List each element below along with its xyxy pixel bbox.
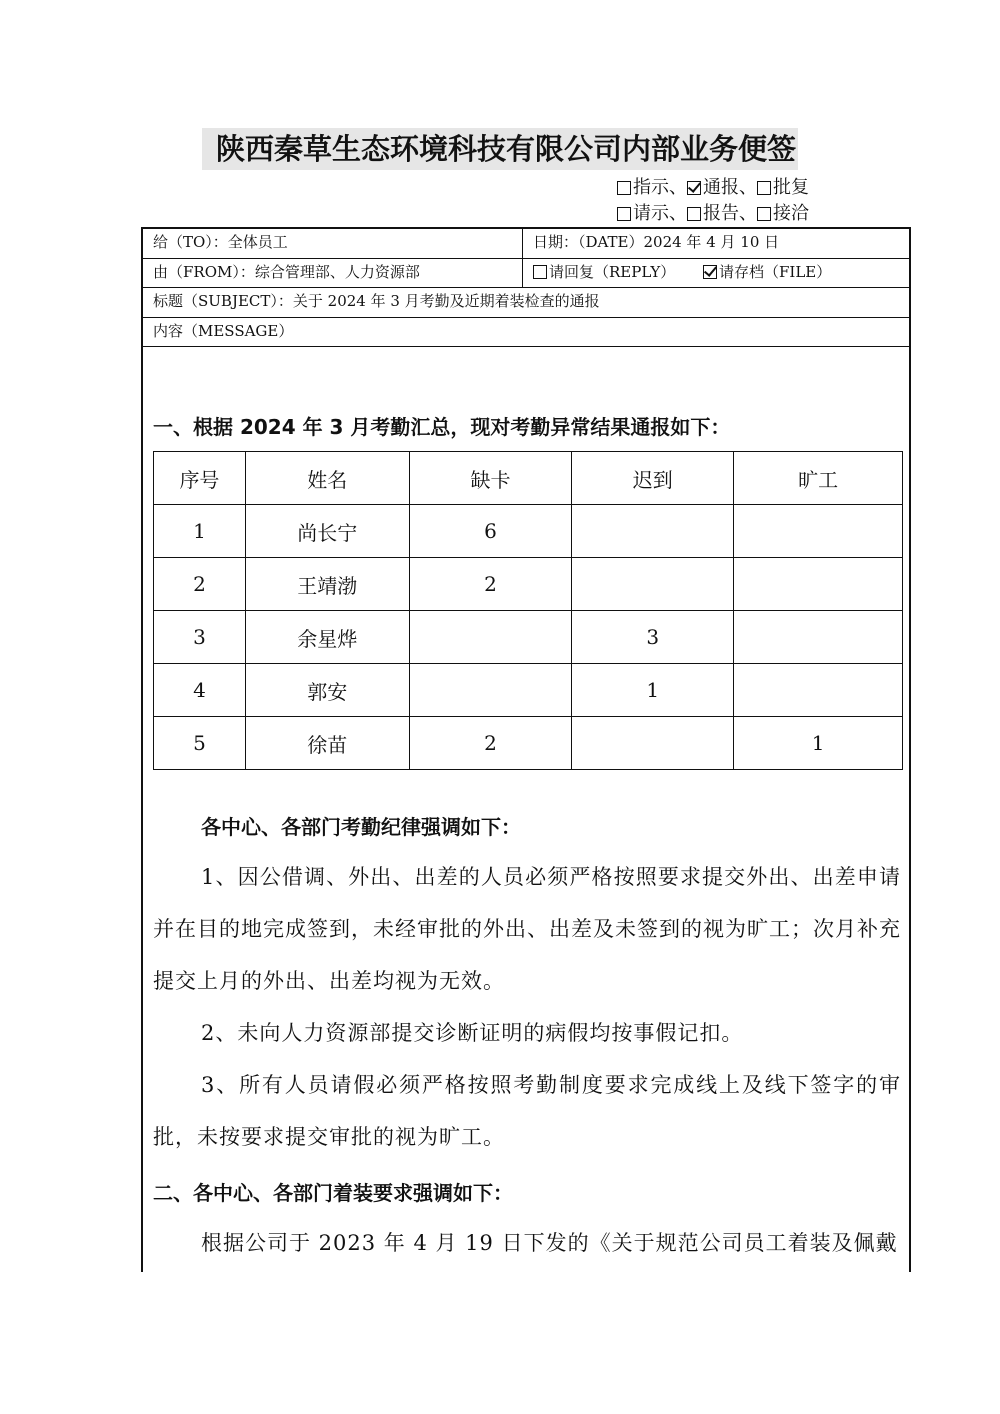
header-row-message xyxy=(143,318,909,347)
doc-type-option[interactable] xyxy=(757,177,809,198)
checkbox-report[interactable] xyxy=(687,207,701,221)
file-checkbox[interactable] xyxy=(703,265,717,279)
table-cell xyxy=(572,558,734,611)
table-row xyxy=(154,664,903,717)
table-cell: 2 xyxy=(154,558,246,611)
reply-checkbox[interactable] xyxy=(533,265,547,279)
checkbox-request[interactable] xyxy=(617,207,631,221)
column-header: 迟到 xyxy=(572,452,734,505)
option-label: 指示、 xyxy=(633,177,687,198)
table-cell: 6 xyxy=(409,505,572,558)
document-title: 陕西秦草生态环境科技有限公司内部业务便签 xyxy=(202,128,798,170)
table-cell: 2 xyxy=(409,717,572,770)
table-cell: 2 xyxy=(409,558,572,611)
table-cell: 尚长宁 xyxy=(245,505,409,558)
from-field: 由（FROM）：综合管理部、人力资源部 xyxy=(153,263,420,281)
discipline-item-3: 3、所有人员请假必须严格按照考勤制度要求完成线上及线下签字的审批，未按要求提交审批的视为旷工。 xyxy=(153,1073,901,1149)
table-cell xyxy=(409,611,572,664)
checkbox-reply[interactable] xyxy=(757,181,771,195)
table-cell: 郭安 xyxy=(245,664,409,717)
header-row-to xyxy=(143,229,909,259)
to-field: 给（TO）：全体员工 xyxy=(153,233,288,251)
checkbox-instruction[interactable] xyxy=(617,181,631,195)
file-option[interactable] xyxy=(693,259,831,286)
title-wrap xyxy=(0,128,1000,170)
doc-type-row-2 xyxy=(617,201,809,227)
doc-type-options xyxy=(617,175,809,227)
table-cell xyxy=(734,664,903,717)
section1-heading: 一、根据 2024 年 3 月考勤汇总，现对考勤异常结果通报如下： xyxy=(153,415,731,439)
table-cell: 3 xyxy=(154,611,246,664)
table-cell: 3 xyxy=(572,611,734,664)
doc-type-option[interactable] xyxy=(617,177,687,198)
date-field: 日期：（DATE）2024 年 4 月 10 日 xyxy=(533,233,780,251)
reply-label: 请回复（REPLY） xyxy=(549,263,676,281)
option-label: 批复 xyxy=(773,177,809,198)
file-label: 请存档（FILE） xyxy=(719,263,832,281)
option-label: 请示、 xyxy=(633,203,687,224)
attendance-table xyxy=(153,451,903,770)
table-cell: 1 xyxy=(572,664,734,717)
subject-field: 标题（SUBJECT）：关于 2024 年 3 月考勤及近期着装检查的通报 xyxy=(153,292,600,310)
column-header: 旷工 xyxy=(734,452,903,505)
table-cell xyxy=(572,717,734,770)
table-cell: 1 xyxy=(734,717,903,770)
table-cell xyxy=(734,611,903,664)
checkbox-notice[interactable] xyxy=(687,181,701,195)
message-label: 内容（MESSAGE） xyxy=(153,322,294,340)
table-cell: 5 xyxy=(154,717,246,770)
reply-option[interactable] xyxy=(523,259,675,286)
section2-heading: 二、各中心、各部门着装要求强调如下： xyxy=(153,1181,513,1205)
column-header: 缺卡 xyxy=(409,452,572,505)
checkbox-liaison[interactable] xyxy=(757,207,771,221)
discipline-item-1: 1、因公借调、外出、出差的人员必须严格按照要求提交外出、出差申请并在目的地完成签到，未经审批的外出、出差及未签到的视为旷工；次月补充提交上月的外出、出差均视为无效。 xyxy=(153,865,901,993)
header-row-from xyxy=(143,259,909,288)
header-row-subject xyxy=(143,288,909,318)
table-cell: 徐苗 xyxy=(245,717,409,770)
header-divider xyxy=(522,229,523,287)
table-row xyxy=(154,505,903,558)
option-label: 报告、 xyxy=(703,203,757,224)
doc-type-option[interactable] xyxy=(687,177,757,198)
table-cell xyxy=(409,664,572,717)
column-header: 序号 xyxy=(154,452,246,505)
doc-type-option[interactable] xyxy=(757,203,809,224)
option-label: 通报、 xyxy=(703,177,757,198)
table-cell xyxy=(734,558,903,611)
column-header: 姓名 xyxy=(245,452,409,505)
section1-subheading: 各中心、各部门考勤纪律强调如下： xyxy=(201,815,521,839)
table-cell: 1 xyxy=(154,505,246,558)
section2-paragraph: 根据公司于 2023 年 4 月 19 日下发的《关于规范公司员工着装及佩戴 xyxy=(201,1231,898,1255)
doc-type-option[interactable] xyxy=(617,203,687,224)
table-cell: 余星烨 xyxy=(245,611,409,664)
discipline-item-2: 2、未向人力资源部提交诊断证明的病假均按事假记扣。 xyxy=(201,1021,744,1045)
doc-type-option[interactable] xyxy=(687,203,757,224)
table-header-row xyxy=(154,452,903,505)
table-cell: 4 xyxy=(154,664,246,717)
table-cell xyxy=(572,505,734,558)
option-label: 接洽 xyxy=(773,203,809,224)
table-cell xyxy=(734,505,903,558)
table-cell: 王靖渤 xyxy=(245,558,409,611)
doc-type-row-1 xyxy=(617,175,809,201)
table-row xyxy=(154,558,903,611)
memo-frame xyxy=(141,227,911,1272)
table-row xyxy=(154,611,903,664)
table-row xyxy=(154,717,903,770)
